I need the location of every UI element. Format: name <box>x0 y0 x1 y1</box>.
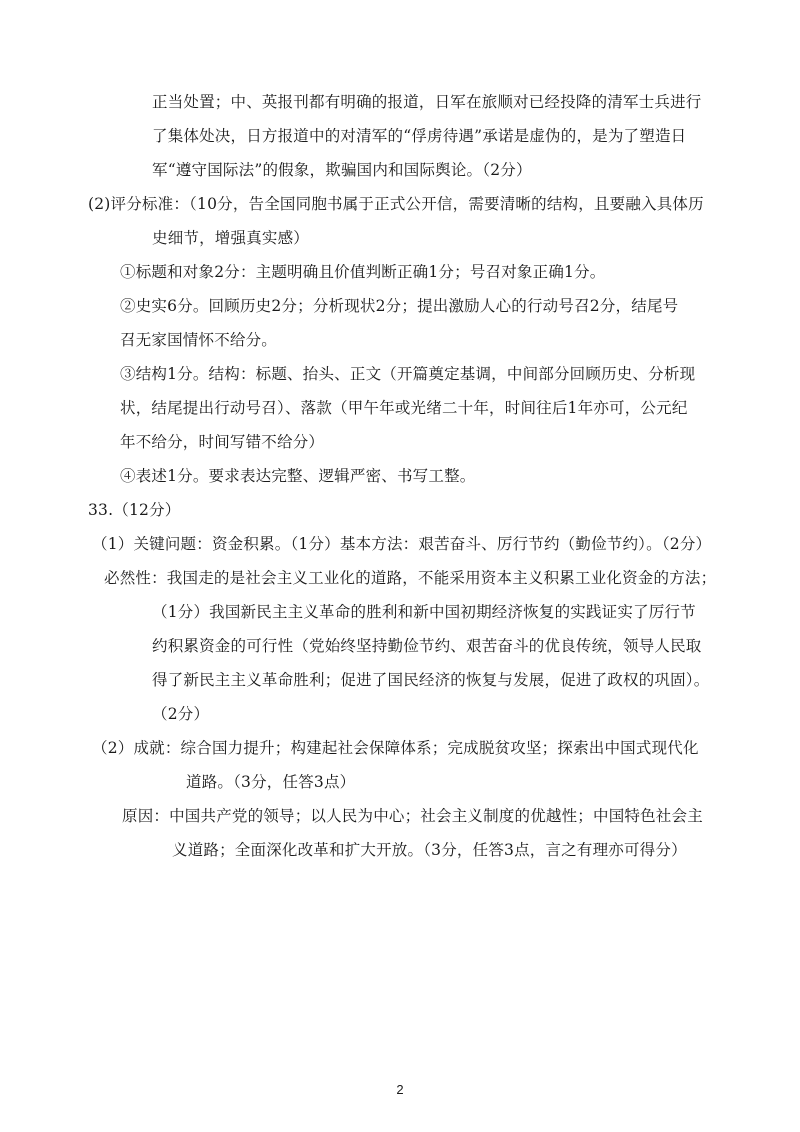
page-number: 2 <box>396 1082 404 1097</box>
q32-part1-line-1: 正当处置；中、英报刊都有明确的报道，日军在旅顺对已经投降的清军士兵进行 <box>152 93 702 111</box>
q33-heading: 33.（12分） <box>88 501 181 519</box>
q33-reason-line-2: 义道路；全面深化改革和扩大开放。（3分，任答3点，言之有理亦可得分） <box>172 841 687 859</box>
q33-necessity-line-1: 必然性：我国走的是社会主义工业化的道路，不能采用资本主义积累工业化资金的方法； <box>104 569 717 587</box>
q32-part2-header-line-1: (2)评分标准：（10分，告全国同胞书属于正式公开信，需要清晰的结构，且要融入具体历 <box>88 195 704 213</box>
q32-part1-line-2: 了集体处决，日方报道中的对清军的“俘虏待遇”承诺是虚伪的，是为了塑造日 <box>152 127 687 145</box>
criteria-item-4: ④表述1分。要求表达完整、逻辑严密、书写工整。 <box>120 467 476 485</box>
q33-achievement-line-2: 道路。（3分，任答3点） <box>186 773 356 791</box>
q32-part2-header-line-2: 史细节，增强真实感） <box>152 229 310 247</box>
q33-necessity-line-4: 得了新民主主义革命胜利；促进了国民经济的恢复与发展，促进了政权的巩固）。 <box>152 671 710 689</box>
criteria-item-3-line-1: ③结构1分。结构：标题、抬头、正文（开篇奠定基调，中间部分回顾历史、分析现 <box>120 365 696 383</box>
criteria-item-3-line-2: 状，结尾提出行动号召）、落款（甲午年或光绪二十年，时间往后1年亦可，公元纪 <box>120 399 688 417</box>
q33-necessity-line-5: （2分） <box>152 705 210 723</box>
q33-necessity-line-3: 约积累资金的可行性（党始终坚持勤俭节约、艰苦奋斗的优良传统，领导人民取 <box>152 637 702 655</box>
q33-reason-line-1: 原因：中国共产党的领导；以人民为中心；社会主义制度的优越性；中国特色社会主 <box>122 807 703 825</box>
criteria-item-3-line-3: 年不给分，时间写错不给分） <box>120 433 325 451</box>
q33-achievement-line-1: （2）成就：综合国力提升；构建起社会保障体系；完成脱贫攻坚；探索出中国式现代化 <box>92 739 699 757</box>
q32-part1-line-3: 军“遵守国际法”的假象，欺骗国内和国际舆论。（2分） <box>152 161 532 179</box>
criteria-item-2-line-1: ②史实6分。回顾历史2分；分析现状2分；提出激励人心的行动号召2分，结尾号 <box>120 297 679 315</box>
criteria-item-1: ①标题和对象2分：主题明确且价值判断正确1分；号召对象正确1分。 <box>120 263 606 281</box>
q33-part1-line: （1）关键问题：资金积累。（1分）基本方法：艰苦奋斗、厉行节约（勤俭节约）。（2分） <box>92 535 712 553</box>
q33-necessity-line-2: （1分）我国新民主主义革命的胜利和新中国初期经济恢复的实践证实了厉行节 <box>152 603 696 621</box>
criteria-item-2-line-2: 召无家国情怀不给分。 <box>120 331 278 349</box>
